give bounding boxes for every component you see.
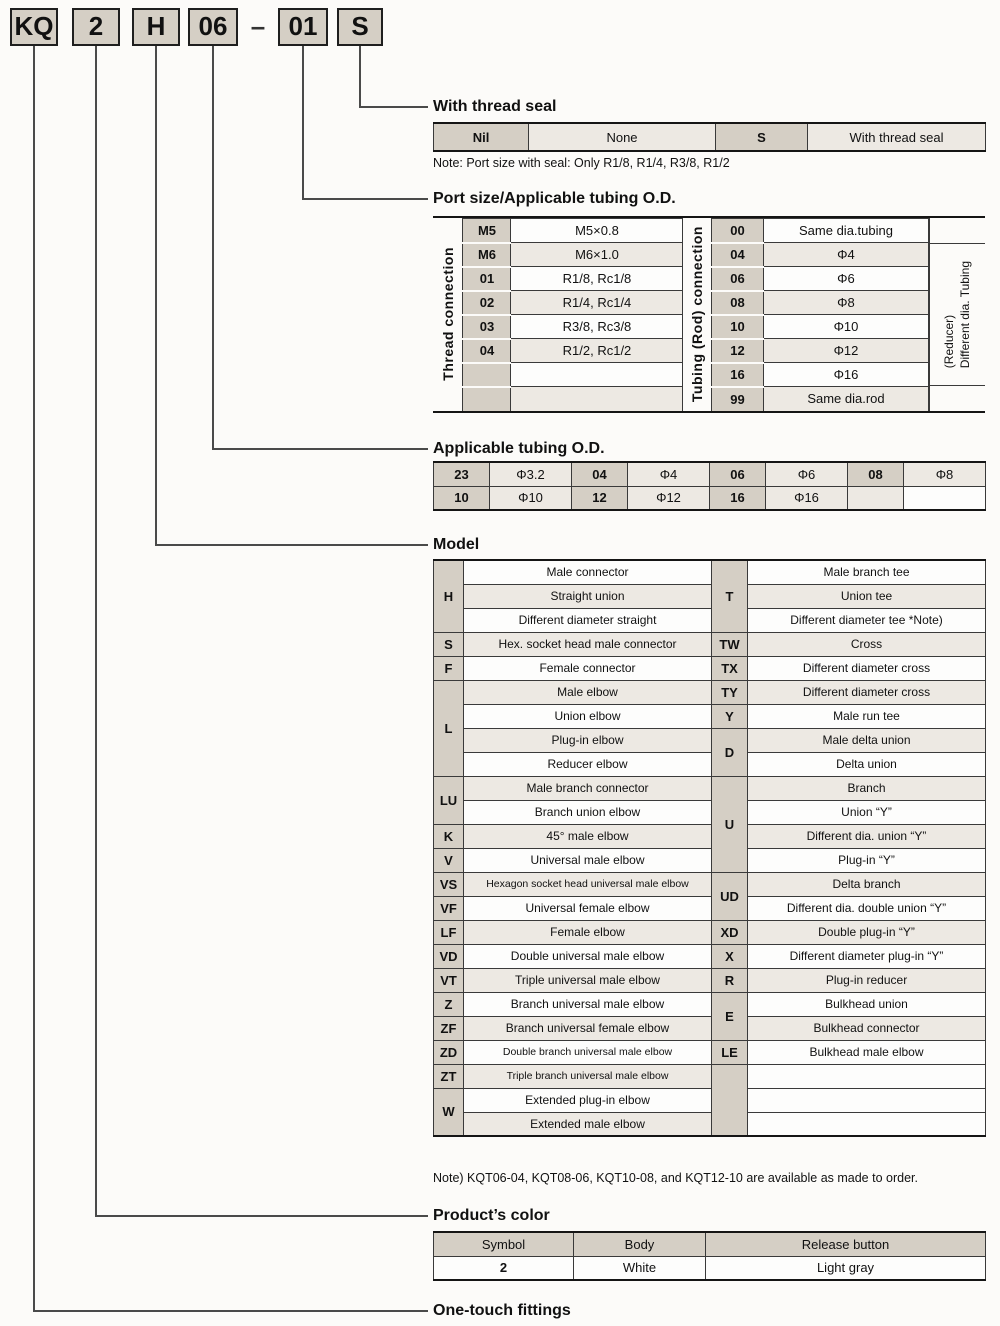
model-left-code-cell: LU bbox=[434, 776, 464, 824]
tubing-od-row bbox=[434, 462, 986, 486]
port-code-cell: 16 bbox=[711, 363, 763, 387]
model-left-description-cell: Straight union bbox=[464, 584, 712, 608]
tubing-od-value-cell: Φ3.2 bbox=[490, 462, 572, 486]
port-value-cell: M6×1.0 bbox=[511, 243, 683, 267]
model-left-description-cell: Double universal male elbow bbox=[464, 944, 712, 968]
model-row bbox=[434, 728, 986, 752]
port-row bbox=[463, 267, 683, 291]
tubing-od-code-cell bbox=[848, 486, 904, 510]
model-right-description-cell: Different diameter cross bbox=[748, 680, 986, 704]
port-code-cell: 08 bbox=[711, 291, 763, 315]
model-left-code-cell: K bbox=[434, 824, 464, 848]
model-left-description-cell: Different diameter straight bbox=[464, 608, 712, 632]
model-left-code-cell: W bbox=[434, 1088, 464, 1136]
port-value-cell: Φ8 bbox=[763, 291, 928, 315]
connector-line-2-horizontal bbox=[95, 1215, 428, 1217]
port-row bbox=[711, 291, 928, 315]
port-value-cell: M5×0.8 bbox=[511, 219, 683, 243]
reducer-label-text: (Reducer) Different dia. Tubing bbox=[942, 260, 973, 368]
model-left-description-cell: Female elbow bbox=[464, 920, 712, 944]
port-row bbox=[711, 315, 928, 339]
port-code-cell bbox=[463, 363, 511, 387]
model-row bbox=[434, 944, 986, 968]
part-code-box-kq: KQ bbox=[10, 8, 58, 46]
port-row bbox=[463, 291, 683, 315]
port-code-cell: 12 bbox=[711, 339, 763, 363]
model-row bbox=[434, 704, 986, 728]
tubing-od-title: Applicable tubing O.D. bbox=[433, 440, 605, 457]
model-left-code-cell: F bbox=[434, 656, 464, 680]
model-row bbox=[434, 848, 986, 872]
model-right-description-cell: Different diameter plug-in “Y” bbox=[748, 944, 986, 968]
port-code-cell: 06 bbox=[711, 267, 763, 291]
model-row bbox=[434, 968, 986, 992]
tubing-od-row bbox=[434, 486, 986, 510]
model-left-code-cell: LF bbox=[434, 920, 464, 944]
port-row bbox=[463, 243, 683, 267]
model-row bbox=[434, 1064, 986, 1088]
model-row bbox=[434, 1040, 986, 1064]
model-note: Note) KQT06-04, KQT08-06, KQT10-08, and KQT12-10 are available as made to order. bbox=[433, 1171, 918, 1185]
model-right-description-cell: Branch bbox=[748, 776, 986, 800]
port-value-cell: R1/2, Rc1/2 bbox=[511, 339, 683, 363]
model-left-code-cell: VS bbox=[434, 872, 464, 896]
product-color-value-row bbox=[434, 1256, 986, 1280]
model-row bbox=[434, 896, 986, 920]
model-right-description-cell: Different diameter cross bbox=[748, 656, 986, 680]
seal-description-cell: None bbox=[529, 123, 716, 151]
tubing-od-value-cell: Φ4 bbox=[628, 462, 710, 486]
model-right-description-cell: Delta branch bbox=[748, 872, 986, 896]
model-left-code-cell: S bbox=[434, 632, 464, 656]
model-left-description-cell: Triple branch universal male elbow bbox=[464, 1064, 712, 1088]
port-size-title: Port size/Applicable tubing O.D. bbox=[433, 190, 676, 207]
product-color-header-cell: Release button bbox=[706, 1232, 986, 1256]
model-left-description-cell: Male connector bbox=[464, 560, 712, 584]
tubing-od-code-cell: 16 bbox=[710, 486, 766, 510]
model-right-description-cell bbox=[748, 1064, 986, 1088]
model-right-code-cell: D bbox=[712, 728, 748, 776]
tubing-od-table bbox=[433, 461, 986, 511]
connector-line-s-vertical bbox=[359, 46, 361, 107]
model-right-description-cell: Plug-in reducer bbox=[748, 968, 986, 992]
model-right-code-cell: U bbox=[712, 776, 748, 872]
port-code-cell: 99 bbox=[711, 387, 763, 411]
model-right-description-cell: Bulkhead male elbow bbox=[748, 1040, 986, 1064]
model-title: Model bbox=[433, 536, 480, 553]
model-right-description-cell bbox=[748, 1088, 986, 1112]
model-left-description-cell: Plug-in elbow bbox=[464, 728, 712, 752]
model-right-code-cell: TW bbox=[712, 632, 748, 656]
model-left-code-cell: VF bbox=[434, 896, 464, 920]
model-left-description-cell: Hex. socket head male connector bbox=[464, 632, 712, 656]
model-left-description-cell: Branch universal female elbow bbox=[464, 1016, 712, 1040]
model-right-code-cell: T bbox=[712, 560, 748, 632]
tubing-od-value-cell: Φ16 bbox=[766, 486, 848, 510]
model-row bbox=[434, 1016, 986, 1040]
tubing-od-code-cell: 06 bbox=[710, 462, 766, 486]
part-code-box-06: 06 bbox=[188, 8, 238, 46]
model-left-description-cell: Union elbow bbox=[464, 704, 712, 728]
port-value-cell: Same dia.rod bbox=[763, 387, 928, 411]
model-left-code-cell: H bbox=[434, 560, 464, 632]
tubing-rod-connection-table bbox=[711, 218, 929, 411]
model-right-description-cell: Delta union bbox=[748, 752, 986, 776]
connector-line-s-horizontal bbox=[359, 106, 428, 108]
model-row bbox=[434, 872, 986, 896]
model-right-description-cell: Different dia. union “Y” bbox=[748, 824, 986, 848]
port-row bbox=[463, 387, 683, 411]
tubing-rod-axis-label: Tubing (Rod) connection bbox=[689, 226, 706, 403]
port-value-cell bbox=[511, 387, 683, 411]
thread-seal-table bbox=[433, 122, 986, 152]
model-row bbox=[434, 632, 986, 656]
port-code-cell bbox=[463, 387, 511, 411]
port-row bbox=[463, 315, 683, 339]
model-right-description-cell: Double plug-in “Y” bbox=[748, 920, 986, 944]
reducer-bottom-cell bbox=[930, 385, 985, 411]
model-left-description-cell: Triple universal male elbow bbox=[464, 968, 712, 992]
thread-seal-row bbox=[434, 123, 986, 151]
port-value-cell: Φ12 bbox=[763, 339, 928, 363]
model-left-description-cell: Branch union elbow bbox=[464, 800, 712, 824]
connector-line-01-horizontal bbox=[302, 198, 428, 200]
port-code-cell: 04 bbox=[463, 339, 511, 363]
model-row bbox=[434, 992, 986, 1016]
thread-connection-axis-label: Thread connection bbox=[439, 247, 456, 382]
port-row bbox=[711, 363, 928, 387]
model-right-code-cell: R bbox=[712, 968, 748, 992]
model-row bbox=[434, 1088, 986, 1112]
thread-connection-table bbox=[462, 218, 683, 411]
connector-line-kq-vertical bbox=[33, 46, 35, 1311]
model-row bbox=[434, 680, 986, 704]
port-code-cell: M6 bbox=[463, 243, 511, 267]
model-row bbox=[434, 584, 986, 608]
part-code-box-s: S bbox=[337, 8, 383, 46]
model-row bbox=[434, 824, 986, 848]
port-row bbox=[463, 363, 683, 387]
model-row bbox=[434, 800, 986, 824]
model-right-code-cell: E bbox=[712, 992, 748, 1040]
model-right-description-cell: Male branch tee bbox=[748, 560, 986, 584]
tubing-od-code-cell: 08 bbox=[848, 462, 904, 486]
seal-symbol-cell: S bbox=[716, 123, 808, 151]
tubing-od-value-cell bbox=[904, 486, 986, 510]
model-left-code-cell: VT bbox=[434, 968, 464, 992]
connector-line-06-horizontal bbox=[212, 448, 428, 450]
model-left-code-cell: ZT bbox=[434, 1064, 464, 1088]
model-right-description-cell bbox=[748, 1112, 986, 1136]
model-right-code-cell: XD bbox=[712, 920, 748, 944]
product-color-value-cell: White bbox=[574, 1256, 706, 1280]
port-code-cell: 00 bbox=[711, 219, 763, 243]
model-row bbox=[434, 752, 986, 776]
connector-line-h-horizontal bbox=[155, 544, 428, 546]
part-code-box-01: 01 bbox=[278, 8, 328, 46]
port-value-cell: R3/8, Rc3/8 bbox=[511, 315, 683, 339]
model-left-description-cell: Female connector bbox=[464, 656, 712, 680]
model-right-code-cell: Y bbox=[712, 704, 748, 728]
model-row bbox=[434, 1112, 986, 1136]
port-value-cell: Φ10 bbox=[763, 315, 928, 339]
model-right-description-cell: Union tee bbox=[748, 584, 986, 608]
port-code-cell: 01 bbox=[463, 267, 511, 291]
model-right-code-cell bbox=[712, 1064, 748, 1136]
model-left-code-cell: V bbox=[434, 848, 464, 872]
port-row bbox=[711, 267, 928, 291]
thread-seal-note: Note: Port size with seal: Only R1/8, R1/4, R3/8, R1/2 bbox=[433, 156, 730, 170]
model-left-description-cell: Male branch connector bbox=[464, 776, 712, 800]
model-left-code-cell: Z bbox=[434, 992, 464, 1016]
port-code-cell: 10 bbox=[711, 315, 763, 339]
model-left-description-cell: Hexagon socket head universal male elbow bbox=[464, 872, 712, 896]
port-size-table bbox=[433, 216, 985, 413]
port-code-cell: M5 bbox=[463, 219, 511, 243]
model-left-description-cell: Extended male elbow bbox=[464, 1112, 712, 1136]
model-left-code-cell: ZD bbox=[434, 1040, 464, 1064]
port-value-cell bbox=[511, 363, 683, 387]
model-right-description-cell: Plug-in “Y” bbox=[748, 848, 986, 872]
tubing-od-code-cell: 10 bbox=[434, 486, 490, 510]
model-table bbox=[433, 559, 986, 1137]
product-color-header-cell: Symbol bbox=[434, 1232, 574, 1256]
port-row bbox=[711, 243, 928, 267]
model-right-code-cell: TX bbox=[712, 656, 748, 680]
tubing-od-value-cell: Φ8 bbox=[904, 462, 986, 486]
model-right-description-cell: Bulkhead connector bbox=[748, 1016, 986, 1040]
seal-description-cell: With thread seal bbox=[808, 123, 986, 151]
connector-line-06-vertical bbox=[212, 46, 214, 449]
product-color-value-cell: 2 bbox=[434, 1256, 574, 1280]
port-value-cell: Same dia.tubing bbox=[763, 219, 928, 243]
port-row bbox=[463, 339, 683, 363]
product-color-header-cell: Body bbox=[574, 1232, 706, 1256]
model-left-description-cell: Extended plug-in elbow bbox=[464, 1088, 712, 1112]
product-color-title: Product’s color bbox=[433, 1207, 550, 1224]
model-right-description-cell: Male delta union bbox=[748, 728, 986, 752]
reducer-side-label bbox=[929, 218, 985, 411]
model-right-description-cell: Male run tee bbox=[748, 704, 986, 728]
tubing-od-code-cell: 04 bbox=[572, 462, 628, 486]
tubing-od-value-cell: Φ6 bbox=[766, 462, 848, 486]
model-row bbox=[434, 656, 986, 680]
model-row bbox=[434, 920, 986, 944]
product-color-table bbox=[433, 1231, 986, 1281]
connector-line-01-vertical bbox=[302, 46, 304, 199]
connector-line-kq-horizontal bbox=[33, 1310, 428, 1312]
model-right-description-cell: Bulkhead union bbox=[748, 992, 986, 1016]
port-code-cell: 02 bbox=[463, 291, 511, 315]
model-left-description-cell: Reducer elbow bbox=[464, 752, 712, 776]
port-value-cell: Φ6 bbox=[763, 267, 928, 291]
model-right-description-cell: Union “Y” bbox=[748, 800, 986, 824]
port-row bbox=[711, 387, 928, 411]
one-touch-fittings-title: One-touch fittings bbox=[433, 1302, 571, 1319]
product-color-header-row bbox=[434, 1232, 986, 1256]
model-row bbox=[434, 776, 986, 800]
port-code-cell: 03 bbox=[463, 315, 511, 339]
port-value-cell: Φ16 bbox=[763, 363, 928, 387]
part-code-box-h: H bbox=[132, 8, 180, 46]
port-row bbox=[463, 219, 683, 243]
port-value-cell: Φ4 bbox=[763, 243, 928, 267]
model-left-code-cell: VD bbox=[434, 944, 464, 968]
model-right-code-cell: TY bbox=[712, 680, 748, 704]
tubing-od-code-cell: 12 bbox=[572, 486, 628, 510]
port-value-cell: R1/4, Rc1/4 bbox=[511, 291, 683, 315]
port-value-cell: R1/8, Rc1/8 bbox=[511, 267, 683, 291]
part-code-box-2: 2 bbox=[72, 8, 120, 46]
model-left-description-cell: Branch universal male elbow bbox=[464, 992, 712, 1016]
port-row bbox=[711, 219, 928, 243]
model-left-description-cell: Universal female elbow bbox=[464, 896, 712, 920]
tubing-od-code-cell: 23 bbox=[434, 462, 490, 486]
part-code-separator: – bbox=[250, 11, 266, 41]
thread-seal-title: With thread seal bbox=[433, 98, 557, 115]
model-left-code-cell: L bbox=[434, 680, 464, 776]
port-code-cell: 04 bbox=[711, 243, 763, 267]
model-left-description-cell: Universal male elbow bbox=[464, 848, 712, 872]
reducer-top-cell bbox=[930, 218, 985, 244]
model-right-code-cell: LE bbox=[712, 1040, 748, 1064]
model-right-code-cell: X bbox=[712, 944, 748, 968]
model-row bbox=[434, 608, 986, 632]
connector-line-h-vertical bbox=[155, 46, 157, 545]
product-color-value-cell: Light gray bbox=[706, 1256, 986, 1280]
tubing-od-value-cell: Φ10 bbox=[490, 486, 572, 510]
connector-line-2-vertical bbox=[95, 46, 97, 1216]
model-right-description-cell: Different dia. double union “Y” bbox=[748, 896, 986, 920]
model-row bbox=[434, 560, 986, 584]
model-right-description-cell: Different diameter tee *Note) bbox=[748, 608, 986, 632]
tubing-od-value-cell: Φ12 bbox=[628, 486, 710, 510]
model-left-code-cell: ZF bbox=[434, 1016, 464, 1040]
seal-symbol-cell: Nil bbox=[434, 123, 529, 151]
model-right-description-cell: Cross bbox=[748, 632, 986, 656]
model-left-description-cell: Male elbow bbox=[464, 680, 712, 704]
model-left-description-cell: Double branch universal male elbow bbox=[464, 1040, 712, 1064]
port-row bbox=[711, 339, 928, 363]
model-right-code-cell: UD bbox=[712, 872, 748, 920]
model-left-description-cell: 45° male elbow bbox=[464, 824, 712, 848]
